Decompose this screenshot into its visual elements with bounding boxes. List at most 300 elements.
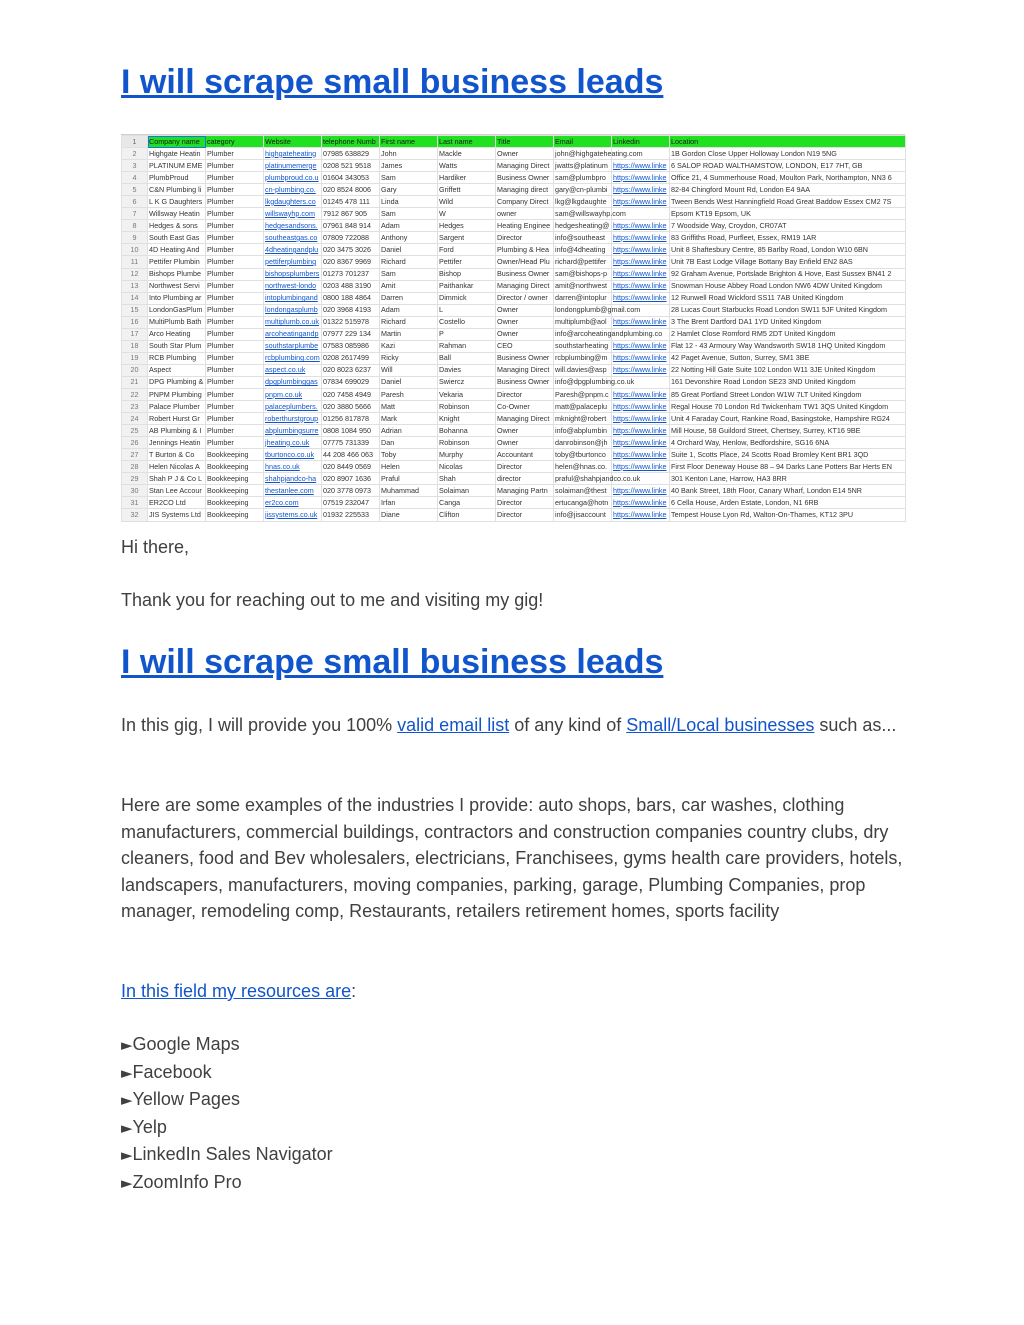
table-cell[interactable]: intoplumbingand — [264, 292, 322, 304]
table-cell: sam@bishops-p — [554, 268, 612, 280]
table-cell: 6 SALOP ROAD WALTHAMSTOW, LONDON, E17 7HT, GB — [670, 160, 906, 172]
row-number-cell: 14 — [122, 292, 148, 304]
table-cell: richard@pettifer — [554, 256, 612, 268]
table-cell[interactable]: https://www.linke — [612, 280, 670, 292]
spreadsheet-screenshot — [121, 134, 905, 528]
table-cell: Sam — [380, 268, 438, 280]
table-row — [122, 232, 906, 244]
table-cell: 7 Woodside Way, Croydon, CR07AT — [670, 220, 906, 232]
table-cell: 42 Paget Avenue, Sutton, Surrey, SM1 3BE — [670, 352, 906, 364]
table-row — [122, 220, 906, 232]
table-cell: Adam — [380, 220, 438, 232]
row-number-cell: 15 — [122, 304, 148, 316]
table-cell: 07961 848 914 — [322, 220, 380, 232]
table-row — [122, 449, 906, 461]
table-cell: Managing direct — [496, 184, 554, 196]
table-cell: 07985 638829 — [322, 148, 380, 160]
table-cell: 4D Heating And — [148, 244, 206, 256]
list-item — [121, 1114, 333, 1142]
table-row — [122, 328, 906, 340]
table-cell: Plumber — [206, 148, 264, 160]
table-cell: Mark — [380, 413, 438, 425]
table-cell[interactable]: https://www.linke — [612, 425, 670, 437]
table-cell[interactable]: https://www.linke — [612, 388, 670, 400]
table-cell: Davies — [438, 364, 496, 376]
table-cell: Paresh@pnpm.c — [554, 388, 612, 400]
table-row — [122, 280, 906, 292]
table-cell: Plumber — [206, 292, 264, 304]
table-cell: will.davies@asp — [554, 364, 612, 376]
table-cell: Unit 8 Shaftesbury Centre, 85 Barlby Road, London W10 6BN — [670, 244, 906, 256]
list-item — [121, 1086, 333, 1114]
table-cell: Plumber — [206, 208, 264, 220]
table-cell: First Floor Deneway House 88 – 94 Darks Lane Potters Bar Herts EN — [670, 461, 906, 473]
table-cell[interactable]: highgateheating — [264, 148, 322, 160]
table-cell[interactable]: dpgplumbinggas — [264, 376, 322, 388]
table-cell: helen@hnas.co. — [554, 461, 612, 473]
table-cell: 020 8524 8006 — [322, 184, 380, 196]
table-cell: Managing Direct — [496, 413, 554, 425]
table-cell[interactable]: pnpm.co.uk — [264, 388, 322, 400]
table-cell: W — [438, 208, 496, 220]
intro-text-middle: of any kind of — [509, 715, 627, 735]
resource-label: Yellow Pages — [132, 1089, 240, 1109]
row-number-cell: 13 — [122, 280, 148, 292]
intro-paragraph — [121, 712, 911, 739]
table-cell[interactable]: https://www.linke — [612, 172, 670, 184]
table-row — [122, 497, 906, 509]
table-cell[interactable]: https://www.linke — [612, 268, 670, 280]
table-cell[interactable]: palaceplumbers. — [264, 401, 322, 413]
table-cell: Sam — [380, 208, 438, 220]
table-row — [122, 184, 906, 196]
table-cell: 161 Devonshire Road London SE23 3ND United Kingdom — [670, 376, 906, 388]
table-cell: Stan Lee Accour — [148, 485, 206, 497]
table-cell: info@dpgplumbing.co.uk — [554, 376, 612, 388]
table-cell: Shah — [438, 473, 496, 485]
table-cell: Owner — [496, 437, 554, 449]
table-row — [122, 461, 906, 473]
table-cell: info@4dheating — [554, 244, 612, 256]
row-number-cell: 19 — [122, 352, 148, 364]
table-cell: Palace Plumber — [148, 401, 206, 413]
table-cell: Bookkeeping — [206, 509, 264, 521]
table-cell: 28 Lucas Court Starbucks Road London SW11 5JF United Kingdom — [670, 304, 906, 316]
arrow-bullet-icon: ► — [121, 1091, 133, 1109]
table-cell: Managing Direct — [496, 280, 554, 292]
table-cell: PlumbProud — [148, 172, 206, 184]
table-cell: Snowman House Abbey Road London NW6 4DW United Kingdom — [670, 280, 906, 292]
row-number-cell: 4 — [122, 172, 148, 184]
table-cell: Managing Partn — [496, 485, 554, 497]
table-row — [122, 509, 906, 521]
table-cell: Jennings Heatin — [148, 437, 206, 449]
table-cell: Willsway Heatin — [148, 208, 206, 220]
table-cell[interactable]: abplumbingsurre — [264, 425, 322, 437]
table-cell: Plumber — [206, 340, 264, 352]
list-item — [121, 1031, 333, 1059]
table-cell: Arco Heating — [148, 328, 206, 340]
table-cell[interactable]: willswayhp.com — [264, 208, 322, 220]
table-cell[interactable]: https://www.linke — [612, 292, 670, 304]
table-cell: Epsom KT19 Epsom, UK — [670, 208, 906, 220]
table-cell: Gary — [380, 184, 438, 196]
table-cell: Plumber — [206, 364, 264, 376]
table-cell: Bookkeeping — [206, 461, 264, 473]
table-cell[interactable]: 4dheatingandplu — [264, 244, 322, 256]
list-item — [121, 1141, 333, 1169]
table-cell: RCB Plumbing — [148, 352, 206, 364]
list-item — [121, 1059, 333, 1087]
table-cell: Owner — [496, 425, 554, 437]
table-cell[interactable]: https://www.linke — [612, 244, 670, 256]
table-cell: 01604 343053 — [322, 172, 380, 184]
table-cell: 7912 867 905 — [322, 208, 380, 220]
table-cell: Bishops Plumbe — [148, 268, 206, 280]
table-cell[interactable]: https://www.linke — [612, 364, 670, 376]
table-cell[interactable]: https://www.linke — [612, 413, 670, 425]
table-cell: 020 7458 4949 — [322, 388, 380, 400]
resources-list — [121, 1031, 333, 1196]
table-cell: jwatts@platinum — [554, 160, 612, 172]
table-cell[interactable]: jissystems.co.uk — [264, 509, 322, 521]
table-cell: Plumber — [206, 256, 264, 268]
table-cell: Plumber — [206, 352, 264, 364]
table-cell: 07834 699029 — [322, 376, 380, 388]
table-cell: Will — [380, 364, 438, 376]
table-row — [122, 316, 906, 328]
table-cell: 83 Griffiths Road, Purfleet, Essex, RM19 1AR — [670, 232, 906, 244]
table-cell: Plumber — [206, 232, 264, 244]
table-row — [122, 425, 906, 437]
table-cell: DPG Plumbing & — [148, 376, 206, 388]
table-cell: Regal House 70 London Rd Twickenham TW1 3QS United Kingdom — [670, 401, 906, 413]
table-cell: Rahman — [438, 340, 496, 352]
table-cell: 01256 817878 — [322, 413, 380, 425]
table-cell: Managing Direct — [496, 160, 554, 172]
table-cell: director — [496, 473, 554, 485]
table-cell: Office 21, 4 Summerhouse Road, Moulton Park, Northampton, NN3 6 — [670, 172, 906, 184]
table-cell: 92 Graham Avenue, Portslade Brighton & Hove, East Sussex BN41 2 — [670, 268, 906, 280]
table-cell: john@highgateheating.com — [554, 148, 612, 160]
row-number-cell: 16 — [122, 316, 148, 328]
table-cell: 01932 225533 — [322, 509, 380, 521]
table-header-row — [122, 136, 906, 148]
table-cell[interactable]: https://www.linke — [612, 449, 670, 461]
table-cell: Daniel — [380, 376, 438, 388]
table-cell: Plumber — [206, 425, 264, 437]
table-cell: Bookkeeping — [206, 449, 264, 461]
column-header: telephone Numb — [322, 136, 380, 148]
table-cell[interactable]: https://www.linke — [612, 160, 670, 172]
table-cell[interactable]: plumbproud.co.u — [264, 172, 322, 184]
table-cell: 85 Great Portland Street London W1W 7LT United Kingdom — [670, 388, 906, 400]
table-cell: mknight@robert — [554, 413, 612, 425]
table-cell[interactable]: https://www.linke — [612, 256, 670, 268]
table-cell: 07809 722088 — [322, 232, 380, 244]
table-cell: PLATINUM EME — [148, 160, 206, 172]
table-cell: 4 Orchard Way, Henlow, Bedfordshire, SG16 6NA — [670, 437, 906, 449]
greeting-text: Hi there, — [121, 537, 190, 557]
table-cell: 22 Notting Hill Gate Suite 102 London W11 3JE United Kingdom — [670, 364, 906, 376]
table-row — [122, 352, 906, 364]
table-cell: Linda — [380, 196, 438, 208]
table-cell: Plumber — [206, 160, 264, 172]
row-number-cell: 8 — [122, 220, 148, 232]
table-row — [122, 364, 906, 376]
arrow-bullet-icon: ► — [121, 1063, 133, 1082]
table-cell: P — [438, 328, 496, 340]
row-number-cell: 25 — [122, 425, 148, 437]
table-cell: Plumber — [206, 328, 264, 340]
table-cell[interactable]: thestanlee.com — [264, 485, 322, 497]
table-cell: Murphy — [438, 449, 496, 461]
table-cell: darren@intoplur — [554, 292, 612, 304]
table-cell[interactable]: cn-plumbing.co. — [264, 184, 322, 196]
table-cell[interactable]: https://www.linke — [612, 509, 670, 521]
column-header: Website — [264, 136, 322, 148]
table-cell[interactable]: https://www.linke — [612, 437, 670, 449]
table-cell: Flat 12 - 43 Armoury Way Wandsworth SW18 1HQ United Kingdom — [670, 340, 906, 352]
table-row — [122, 208, 906, 220]
resource-label: Facebook — [132, 1061, 212, 1082]
table-cell: Co-Owner — [496, 401, 554, 413]
table-cell[interactable]: multiplumb.co.uk — [264, 316, 322, 328]
valid-email-list-link[interactable]: valid email list — [397, 715, 510, 735]
table-cell[interactable]: https://www.linke — [612, 352, 670, 364]
row-number-cell: 31 — [122, 497, 148, 509]
table-row — [122, 196, 906, 208]
table-cell: Helen — [380, 461, 438, 473]
row-number-cell: 7 — [122, 208, 148, 220]
table-cell[interactable]: bishopsplumbers — [264, 268, 322, 280]
resource-label: LinkedIn Sales Navigator — [132, 1144, 333, 1164]
row-number-cell: 12 — [122, 268, 148, 280]
table-cell: Hedges & sons — [148, 220, 206, 232]
table-cell: 07583 085986 — [322, 340, 380, 352]
table-cell: Heating Enginee — [496, 220, 554, 232]
table-cell[interactable]: er2co.com — [264, 497, 322, 509]
table-cell: Swiercz — [438, 376, 496, 388]
table-cell: Unit 7B East Lodge Village Bottany Bay Enfield EN2 8AS — [670, 256, 906, 268]
table-cell[interactable]: https://www.linke — [612, 220, 670, 232]
table-row — [122, 172, 906, 184]
table-cell: 07977 229 134 — [322, 328, 380, 340]
resource-label: Yelp — [132, 1116, 167, 1137]
table-cell[interactable]: pettiferplumbing — [264, 256, 322, 268]
table-cell[interactable]: shahpjandco-ha — [264, 473, 322, 485]
table-cell[interactable]: https://www.linke — [612, 340, 670, 352]
table-cell[interactable]: tburtonco.co.uk — [264, 449, 322, 461]
table-cell: Bishop — [438, 268, 496, 280]
page-title[interactable]: I will scrape small business leads — [121, 63, 664, 101]
table-cell: Irfan — [380, 497, 438, 509]
table-cell: Ball — [438, 352, 496, 364]
table-cell: Canga — [438, 497, 496, 509]
table-cell: matt@palaceplu — [554, 401, 612, 413]
table-row — [122, 376, 906, 388]
table-cell: Paresh — [380, 388, 438, 400]
table-cell: 07519 232047 — [322, 497, 380, 509]
row-number-cell: 29 — [122, 473, 148, 485]
table-cell: Sargent — [438, 232, 496, 244]
table-body — [122, 148, 906, 521]
table-cell[interactable]: platinumemerge — [264, 160, 322, 172]
resources-heading — [121, 978, 356, 1005]
row-number-cell: 27 — [122, 449, 148, 461]
table-cell: 0800 188 4864 — [322, 292, 380, 304]
resources-link[interactable]: In this field my resources are — [121, 981, 352, 1001]
table-cell: lkg@lkgdaughte — [554, 196, 612, 208]
table-cell: 01273 701237 — [322, 268, 380, 280]
table-cell: Into Plumbing ar — [148, 292, 206, 304]
table-cell: Business Owner — [496, 352, 554, 364]
arrow-bullet-icon: ► — [121, 1118, 133, 1137]
table-cell: 020 3968 4193 — [322, 304, 380, 316]
table-cell: 82-84 Chingford Mount Rd, London E4 9AA — [670, 184, 906, 196]
table-cell: Unit 4 Faraday Court, Rankine Road, Basingstoke, Hampshire RG24 — [670, 413, 906, 425]
table-cell[interactable]: londongasplumb — [264, 304, 322, 316]
table-cell[interactable]: roberthurstgroup — [264, 413, 322, 425]
table-cell: Business Owner — [496, 172, 554, 184]
table-cell[interactable]: jheating.co.uk — [264, 437, 322, 449]
table-cell: Wild — [438, 196, 496, 208]
table-cell: Owner — [496, 304, 554, 316]
table-cell: Praful — [380, 473, 438, 485]
row-number-cell: 17 — [122, 328, 148, 340]
table-cell[interactable]: https://www.linke — [612, 196, 670, 208]
table-cell: multiplumb@aol — [554, 316, 612, 328]
table-cell: Hedges — [438, 220, 496, 232]
table-cell: Plumber — [206, 196, 264, 208]
row-number-cell: 23 — [122, 401, 148, 413]
table-cell[interactable]: arcoheatingandp — [264, 328, 322, 340]
table-cell[interactable]: southeastgas.co — [264, 232, 322, 244]
table-cell: 020 3778 0973 — [322, 485, 380, 497]
table-cell: 1B Gordon Close Upper Holloway London N19 5NG — [670, 148, 906, 160]
table-cell: Plumber — [206, 220, 264, 232]
table-cell[interactable]: https://www.linke — [612, 461, 670, 473]
table-cell: 301 Kenton Lane, Harrow, HA3 8RR — [670, 473, 906, 485]
table-cell: Helen Nicolas A — [148, 461, 206, 473]
table-cell: Northwest Servi — [148, 280, 206, 292]
table-cell: hedgesheating@ — [554, 220, 612, 232]
table-cell: Company Direct — [496, 196, 554, 208]
table-cell: South East Gas — [148, 232, 206, 244]
table-cell: owner — [496, 208, 554, 220]
table-cell: Darren — [380, 292, 438, 304]
table-cell[interactable]: hedgesandsons. — [264, 220, 322, 232]
table-cell: Plumbing & Hea — [496, 244, 554, 256]
table-cell: James — [380, 160, 438, 172]
table-cell: 01245 478 111 — [322, 196, 380, 208]
table-cell: 44 208 466 063 — [322, 449, 380, 461]
table-cell: Owner — [496, 148, 554, 160]
table-cell: LondonGasPlum — [148, 304, 206, 316]
table-cell: Dan — [380, 437, 438, 449]
column-header: Title — [496, 136, 554, 148]
table-cell[interactable]: https://www.linke — [612, 232, 670, 244]
table-cell[interactable]: northwest-londo — [264, 280, 322, 292]
table-cell: Aspect — [148, 364, 206, 376]
table-cell: Paithankar — [438, 280, 496, 292]
table-cell: Plumber — [206, 172, 264, 184]
table-cell[interactable]: aspect.co.uk — [264, 364, 322, 376]
table-cell: 12 Runwell Road Wickford SS11 7AB United Kingdom — [670, 292, 906, 304]
table-cell: Richard — [380, 256, 438, 268]
table-row — [122, 485, 906, 497]
table-cell: Martin — [380, 328, 438, 340]
table-cell: Plumber — [206, 437, 264, 449]
industries-paragraph: Here are some examples of the industries I provide: auto shops, bars, car washes, clothing manufacturers, commercial buildings, contractors and construction companies country clubs, dry cleaners, food and Bev wholesalers, electricians, Franchisees, gyms health care providers, hotels, landscapers, manufacturers, moving companies, parking, garage, Plumbing Companies, prop manager, remodeling comp, Restaurants, retailers retirement homes, sports facility — [121, 795, 903, 921]
table-cell: londongplumb@gmail.com — [554, 304, 612, 316]
row-number-cell: 3 — [122, 160, 148, 172]
leads-table — [121, 135, 906, 522]
table-cell: Mill House, 58 Guildord Street, Chertsey, Surrey, KT16 9BE — [670, 425, 906, 437]
table-cell: sam@willswayhp.com — [554, 208, 612, 220]
section-title[interactable]: I will scrape small business leads — [121, 643, 664, 681]
table-cell[interactable]: https://www.linke — [612, 316, 670, 328]
table-cell: solaiman@thest — [554, 485, 612, 497]
table-cell: 020 8367 9969 — [322, 256, 380, 268]
table-cell[interactable]: https://www.linke — [612, 184, 670, 196]
column-header: First name — [380, 136, 438, 148]
row-number-cell: 21 — [122, 376, 148, 388]
table-cell[interactable]: southstarplumbe — [264, 340, 322, 352]
table-cell[interactable]: https://www.linke — [612, 497, 670, 509]
table-cell: Ricky — [380, 352, 438, 364]
table-cell: info@abplumbin — [554, 425, 612, 437]
column-header: Company name — [148, 136, 206, 148]
table-row — [122, 292, 906, 304]
table-cell: Plumber — [206, 268, 264, 280]
table-cell: Robinson — [438, 401, 496, 413]
table-cell[interactable]: https://www.linke — [612, 485, 670, 497]
table-cell: Sam — [380, 172, 438, 184]
table-cell: Kazi — [380, 340, 438, 352]
table-cell: South Star Plum — [148, 340, 206, 352]
table-cell: Knight — [438, 413, 496, 425]
table-cell: Suite 1, Scotts Place, 24 Scotts Road Bromley Kent BR1 3QD — [670, 449, 906, 461]
table-cell: info@southeast — [554, 232, 612, 244]
table-cell[interactable]: https://www.linke — [612, 401, 670, 413]
table-cell[interactable]: hnas.co.uk — [264, 461, 322, 473]
table-cell: 07775 731339 — [322, 437, 380, 449]
row-number-cell: 22 — [122, 388, 148, 400]
table-row — [122, 268, 906, 280]
table-cell: 6 Cella House, Arden Estate, London, N1 6RB — [670, 497, 906, 509]
arrow-bullet-icon: ► — [121, 1036, 133, 1054]
table-cell: southstarheating — [554, 340, 612, 352]
table-cell: 0203 488 3190 — [322, 280, 380, 292]
table-cell[interactable]: rcbplumbing.com — [264, 352, 322, 364]
row-number-cell: 26 — [122, 437, 148, 449]
table-cell: Plumber — [206, 184, 264, 196]
column-header: Linkedin — [612, 136, 670, 148]
table-cell: JIS Systems Ltd — [148, 509, 206, 521]
table-row — [122, 340, 906, 352]
small-local-businesses-link[interactable]: Small/Local businesses — [626, 715, 815, 735]
table-cell: 3 The Brent Dartford DA1 1YD United Kingdom — [670, 316, 906, 328]
table-cell: Muhammad — [380, 485, 438, 497]
column-header: Location — [670, 136, 906, 148]
table-cell: gary@cn-plumbi — [554, 184, 612, 196]
table-cell: toby@tburtonco — [554, 449, 612, 461]
row-number-cell: 30 — [122, 485, 148, 497]
table-cell[interactable]: lkgdaughters.co — [264, 196, 322, 208]
table-cell: amit@northwest — [554, 280, 612, 292]
table-cell: Accountant — [496, 449, 554, 461]
